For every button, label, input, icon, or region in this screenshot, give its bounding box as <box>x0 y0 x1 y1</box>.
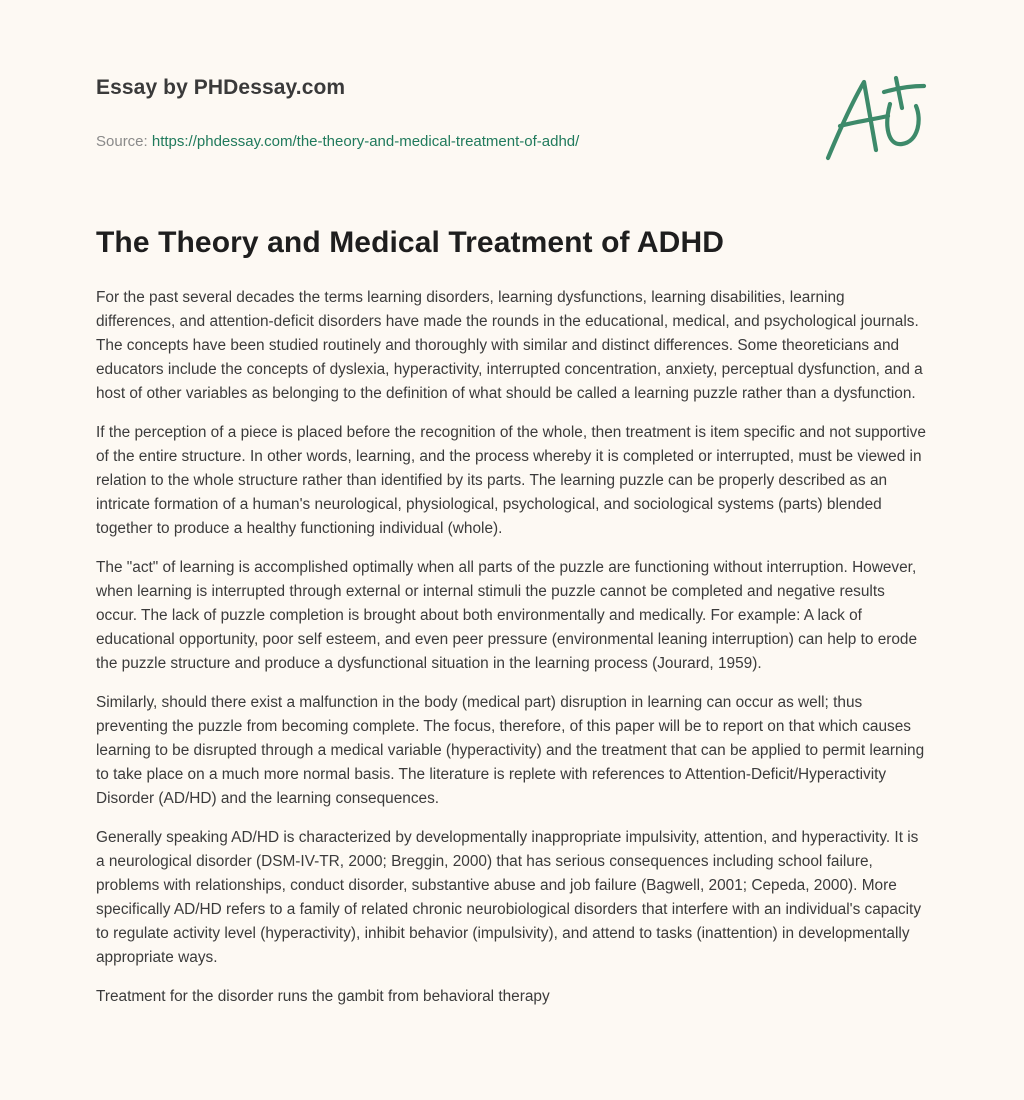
paragraph: Treatment for the disorder runs the gambit from behavioral therapy <box>96 988 550 1005</box>
a-plus-logo-icon <box>818 64 930 168</box>
article-title: The Theory and Medical Treatment of ADHD <box>96 226 724 259</box>
paragraph: The "act" of learning is accomplished optimally when all parts of the puzzle are functioning without interruption. However, when learning is interrupted through external or internal stimuli the puzzle cannot be completed and negative results occur. The lack of puzzle completion is brought about both environmentally and medically. For example: A lack of educational opportunity, poor self esteem, and even peer pressure (environmental leaning interruption) can help to erode the puzzle structure and produce a dysfunctional situation in the learning process (Jourard, 1959). <box>96 559 918 672</box>
site-brand: Essay by PHDessay.com <box>96 76 346 99</box>
page-header <box>96 76 796 150</box>
article-body <box>96 286 928 1024</box>
paragraph: Generally speaking AD/HD is characterized by developmentally inappropriate impulsivity, attention, and hyperactivity. It is a neurological disorder (DSM-IV-TR, 2000; Breggin, 2000) that has serious consequences including school failure, problems with relationships, conduct disorder, substantive abuse and job failure (Bagwell, 2001; Cepeda, 2000). More specifically AD/HD refers to a family of related chronic neurobiological disorders that interfere with an individual's capacity to regulate activity level (hyperactivity), inhibit behavior (impulsivity), and attend to tasks (inattention) in developmentally appropriate ways. <box>96 829 922 966</box>
source-label: Source: <box>96 133 152 150</box>
source-line <box>96 133 796 150</box>
paragraph: If the perception of a piece is placed before the recognition of the whole, then treatment is item specific and not supportive of the entire structure. In other words, learning, and the process whereby it is completed or interrupted, must be viewed in relation to the whole structure rather than identified by its parts. The learning puzzle can be properly described as an intricate formation of a human's neurological, physiological, psychological, and sociological systems (parts) blended together to produce a healthy functioning individual (whole). <box>96 424 926 537</box>
source-link[interactable]: https://phdessay.com/the-theory-and-medical-treatment-of-adhd/ <box>151 133 580 150</box>
paragraph: For the past several decades the terms learning disorders, learning dysfunctions, learning disabilities, learning differences, and attention-deficit disorders have made the rounds in the educational, medical, and psychological journals. The concepts have been studied routinely and thoroughly with similar and distinct differences. Some theoreticians and educators include the concepts of dyslexia, hyperactivity, interrupted concentration, anxiety, perceptual dysfunction, and a host of other variables as belonging to the definition of what should be called a learning puzzle rather than a dysfunction. <box>96 289 923 402</box>
paragraph: Similarly, should there exist a malfunction in the body (medical part) disruption in learning can occur as well; thus preventing the puzzle from becoming complete. The focus, therefore, of this paper will be to report on that which causes learning to be disrupted through a medical variable (hyperactivity) and the treatment that can be applied to permit learning to take place on a much more normal basis. The literature is replete with references to Attention-Deficit/Hyperactivity Disorder (AD/HD) and the learning consequences. <box>96 694 925 807</box>
